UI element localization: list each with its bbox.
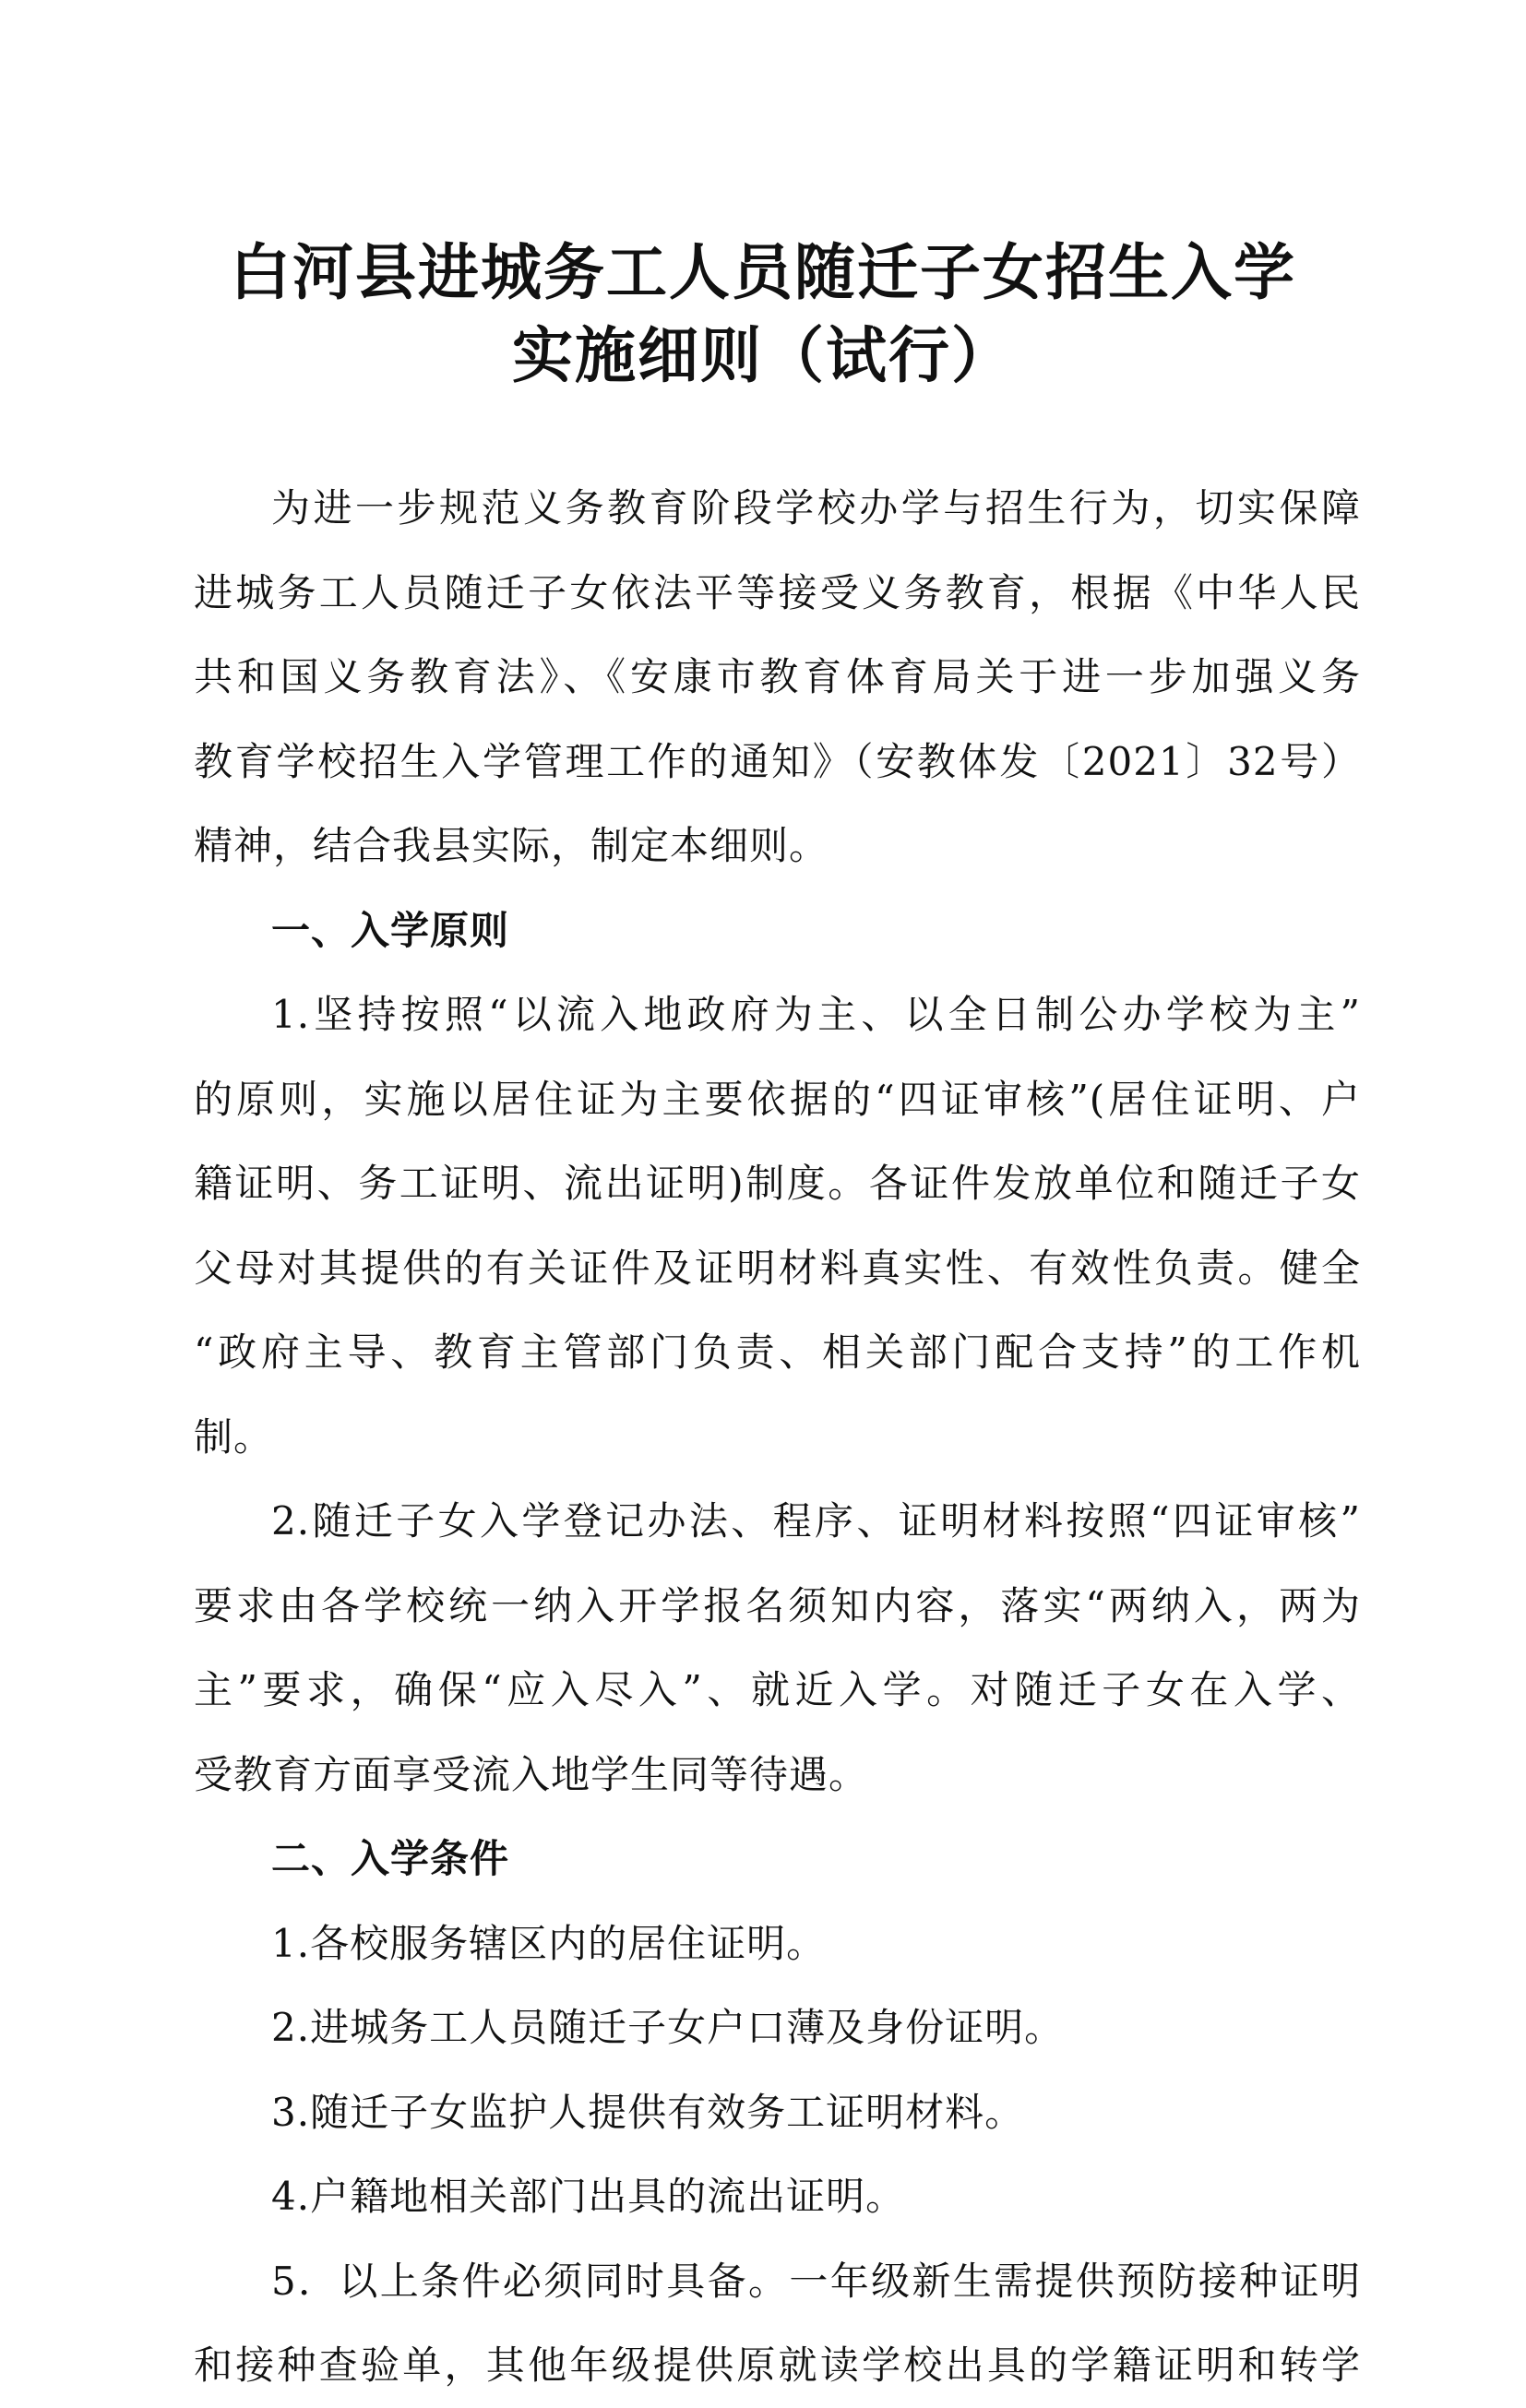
body-line: 精神，结合我县实际，制定本细则。 [194, 823, 829, 868]
body-line: 5．以上条件必须同时具备。一年级新生需提供预防接种证明 [271, 2258, 1361, 2304]
body-line: 2.随迁子女入学登记办法、程序、证明材料按照“四证审核” [271, 1498, 1361, 1544]
body-line: 教育学校招生入学管理工作的通知》（安教体发〔2021〕32号） [194, 738, 1361, 784]
body-line: 2.进城务工人员随迁子女户口薄及身份证明。 [271, 2005, 1065, 2050]
body-line: 1.各校服务辖区内的居住证明。 [271, 1920, 827, 1966]
body-line: 的原则，实施以居住证为主要依据的“四证审核”(居住证明、户 [194, 1076, 1361, 1122]
body-line: 要求由各学校统一纳入开学报名须知内容，落实“两纳入，两为 [194, 1582, 1361, 1628]
body-line: 3.随迁子女监护人提供有效务工证明材料。 [271, 2089, 1025, 2135]
section-heading-conditions: 二、入学条件 [271, 1836, 510, 1881]
body-line: 进城务工人员随迁子女依法平等接受义务教育，根据《中华人民 [194, 569, 1361, 615]
body-line: 4.户籍地相关部门出具的流出证明。 [271, 2174, 906, 2219]
body-line: 和接种查验单，其他年级提供原就读学校出具的学籍证明和转学 [194, 2342, 1361, 2388]
body-line: 制。 [194, 1413, 274, 1460]
body-line: 受教育方面享受流入地学生同等待遇。 [194, 1751, 869, 1797]
body-line: 主”要求，确保“应入尽入”、就近入学。对随迁子女在入学、 [194, 1667, 1361, 1712]
body-line: 共和国义务教育法》、《安康市教育体育局关于进一步加强义务 [194, 654, 1361, 699]
body-line: “政府主导、教育主管部门负责、相关部门配合支持”的工作机 [194, 1329, 1361, 1375]
body-line: 为进一步规范义务教育阶段学校办学与招生行为，切实保障 [271, 485, 1361, 530]
body-line: 籍证明、务工证明、流出证明)制度。各证件发放单位和随迁子女 [194, 1161, 1361, 1206]
body-line: 父母对其提供的有关证件及证明材料真实性、有效性负责。健全 [194, 1245, 1361, 1291]
section-heading-principles: 一、入学原则 [271, 907, 510, 953]
document-title-line-2: 实施细则（试行） [512, 319, 1014, 391]
document-body [194, 466, 1361, 2408]
document-title-line-1: 白河县进城务工人员随迁子女招生入学 [230, 236, 1296, 308]
body-line: 1.坚持按照“以流入地政府为主、以全日制公办学校为主” [271, 992, 1361, 1037]
